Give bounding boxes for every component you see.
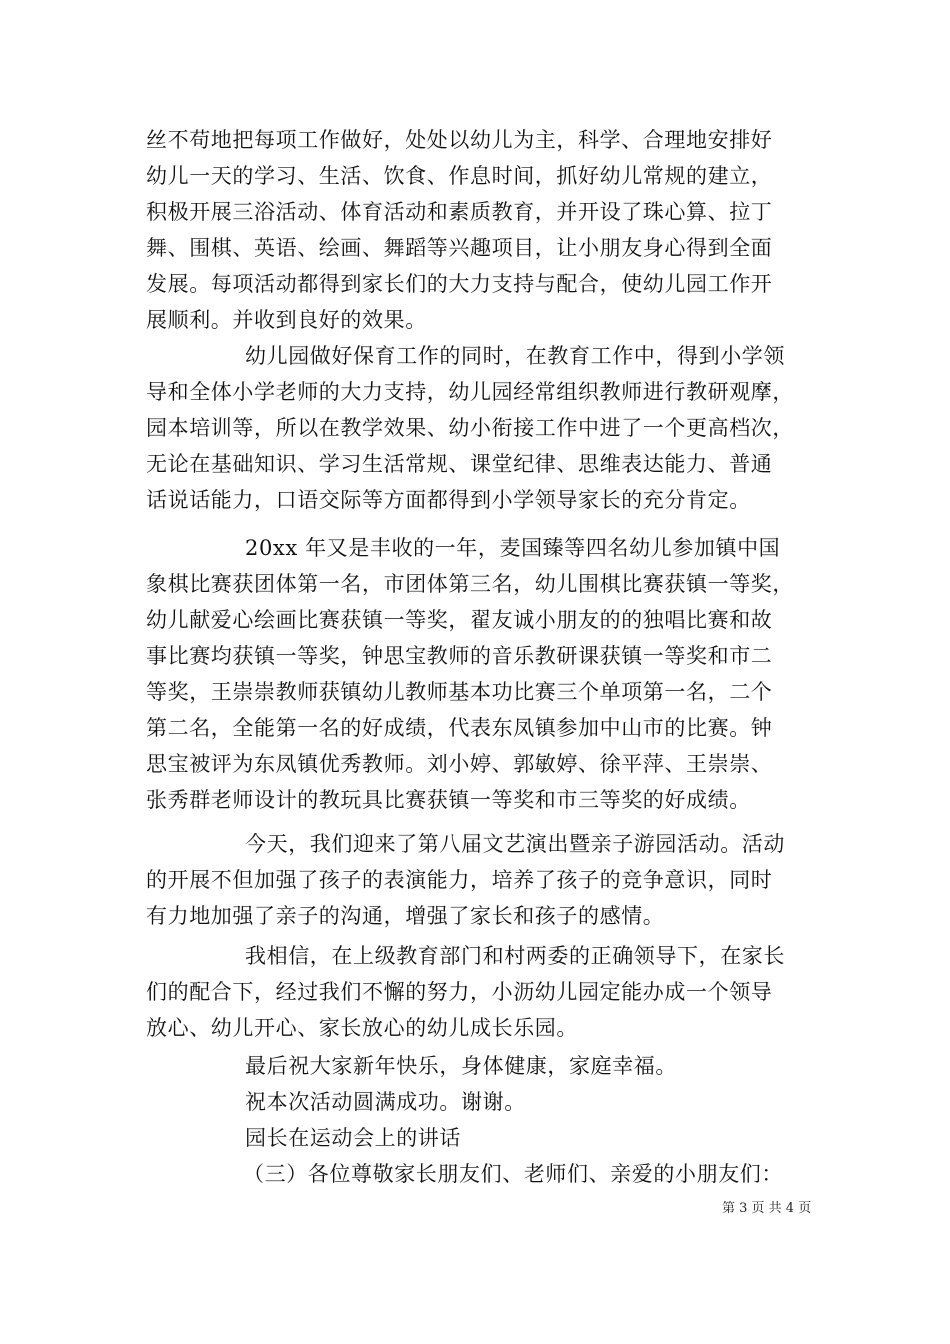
paragraph-1-line-1: 丝不苟地把每项工作做好，处处以幼儿为主，科学、合理地安排好	[146, 128, 773, 152]
closing-thanks: 祝本次活动圆满成功。谢谢。	[245, 1090, 526, 1114]
next-speech-greeting: （三）各位尊敬家长朋友们、老师们、亲爱的小朋友们：	[243, 1162, 783, 1186]
paragraph-3-line-8: 张秀群老师设计的教玩具比赛获镇一等奖和市三等奖的好成绩。	[146, 788, 751, 812]
paragraph-2-line-2: 导和全体小学老师的大力支持，幼儿园经常组织教师进行教研观摩，	[146, 380, 794, 404]
page-number: 第 3 页 共 4 页	[722, 1201, 812, 1216]
paragraph-2-line-5: 话说话能力，口语交际等方面都得到小学领导家长的充分肯定。	[146, 488, 751, 512]
paragraph-2-line-3: 园本培训等，所以在教学效果、幼小衔接工作中进了一个更高档次，	[146, 416, 794, 440]
closing-wishes: 最后祝大家新年快乐，身体健康，家庭幸福。	[245, 1054, 677, 1078]
paragraph-3-line-7: 思宝被评为东凤镇优秀教师。刘小婷、郭敏婷、徐平萍、王崇崇、	[146, 752, 773, 776]
paragraph-5-line-3: 放心、幼儿开心、家长放心的幼儿成长乐园。	[146, 1016, 578, 1040]
paragraph-5-line-2: 们的配合下，经过我们不懈的努力，小沥幼儿园定能办成一个领导	[146, 980, 773, 1004]
paragraph-1-line-3: 积极开展三浴活动、体育活动和素质教育，并开设了珠心算、拉丁	[146, 200, 773, 224]
paragraph-3-line-4: 事比赛均获镇一等奖，钟思宝教师的音乐教研课获镇一等奖和市二	[146, 644, 773, 668]
paragraph-3-line-5: 等奖，王崇崇教师获镇幼儿教师基本功比赛三个单项第一名，二个	[146, 680, 773, 704]
paragraph-4-line-2: 的开展不但加强了孩子的表演能力，培养了孩子的竞争意识，同时	[146, 868, 773, 892]
paragraph-3-line-1: 20xx 年又是丰收的一年，麦国臻等四名幼儿参加镇中国	[245, 536, 781, 560]
paragraph-4-line-3: 有力地加强了亲子的沟通，增强了家长和孩子的感情。	[146, 904, 665, 928]
paragraph-4-line-1: 今天，我们迎来了第八届文艺演出暨亲子游园活动。活动	[245, 832, 785, 856]
paragraph-3-line-3: 幼儿献爱心绘画比赛获镇一等奖，翟友诚小朋友的的独唱比赛和故	[146, 608, 773, 632]
paragraph-5-line-1: 我相信，在上级教育部门和村两委的正确领导下，在家长	[245, 944, 785, 968]
paragraph-1-line-4: 舞、围棋、英语、绘画、舞蹈等兴趣项目，让小朋友身心得到全面	[146, 236, 773, 260]
paragraph-2-line-1: 幼儿园做好保育工作的同时，在教育工作中，得到小学领	[245, 344, 785, 368]
paragraph-3-line-2: 象棋比赛获团体第一名，市团体第三名，幼儿围棋比赛获镇一等奖，	[146, 572, 794, 596]
paragraph-1-line-5: 发展。每项活动都得到家长们的大力支持与配合，使幼儿园工作开	[146, 272, 773, 296]
paragraph-3-line-6: 第二名，全能第一名的好成绩，代表东凤镇参加中山市的比赛。钟	[146, 716, 773, 740]
paragraph-1-line-2: 幼儿一天的学习、生活、饮食、作息时间，抓好幼儿常规的建立，	[146, 164, 773, 188]
paragraph-1-line-6: 展顺利。并收到良好的效果。	[146, 308, 427, 332]
next-speech-title: 园长在运动会上的讲话	[245, 1126, 461, 1150]
paragraph-2-line-4: 无论在基础知识、学习生活常规、课堂纪律、思维表达能力、普通	[146, 452, 773, 476]
